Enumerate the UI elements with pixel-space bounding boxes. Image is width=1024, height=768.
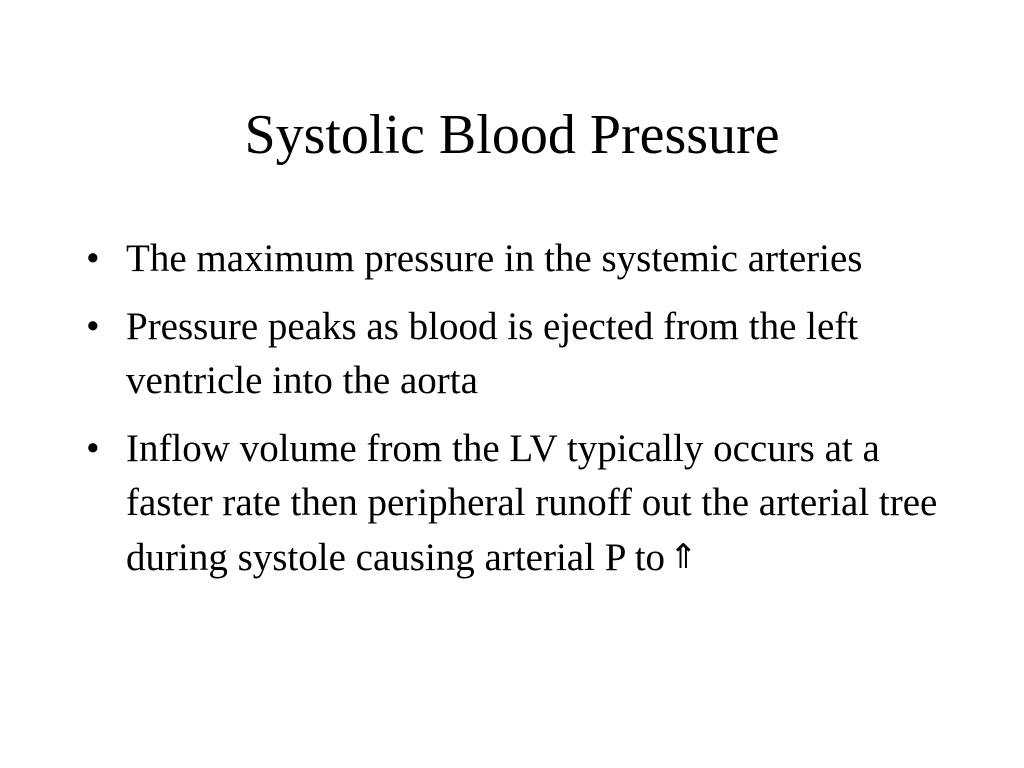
- bullet-marker: •: [86, 427, 100, 470]
- bullet-text: Inflow volume from the LV typically occurs at a faster rate then peripheral runoff out the arterial tree during systole causing arterial P to: [126, 427, 938, 579]
- bullet-marker: •: [86, 237, 100, 280]
- bullet-item: [86, 232, 956, 286]
- slide-title: Systolic Blood Pressure: [244, 104, 780, 166]
- bullet-marker: •: [86, 305, 100, 348]
- bullet-item: [86, 300, 956, 408]
- bullet-text: Pressure peaks as blood is ejected from the left ventricle into the aorta: [126, 305, 859, 402]
- bullet-text: The maximum pressure in the systemic arteries: [126, 237, 863, 280]
- double-up-arrow-icon: ⇑: [669, 537, 698, 577]
- bullet-item: [86, 422, 956, 585]
- bullet-list: [86, 232, 956, 599]
